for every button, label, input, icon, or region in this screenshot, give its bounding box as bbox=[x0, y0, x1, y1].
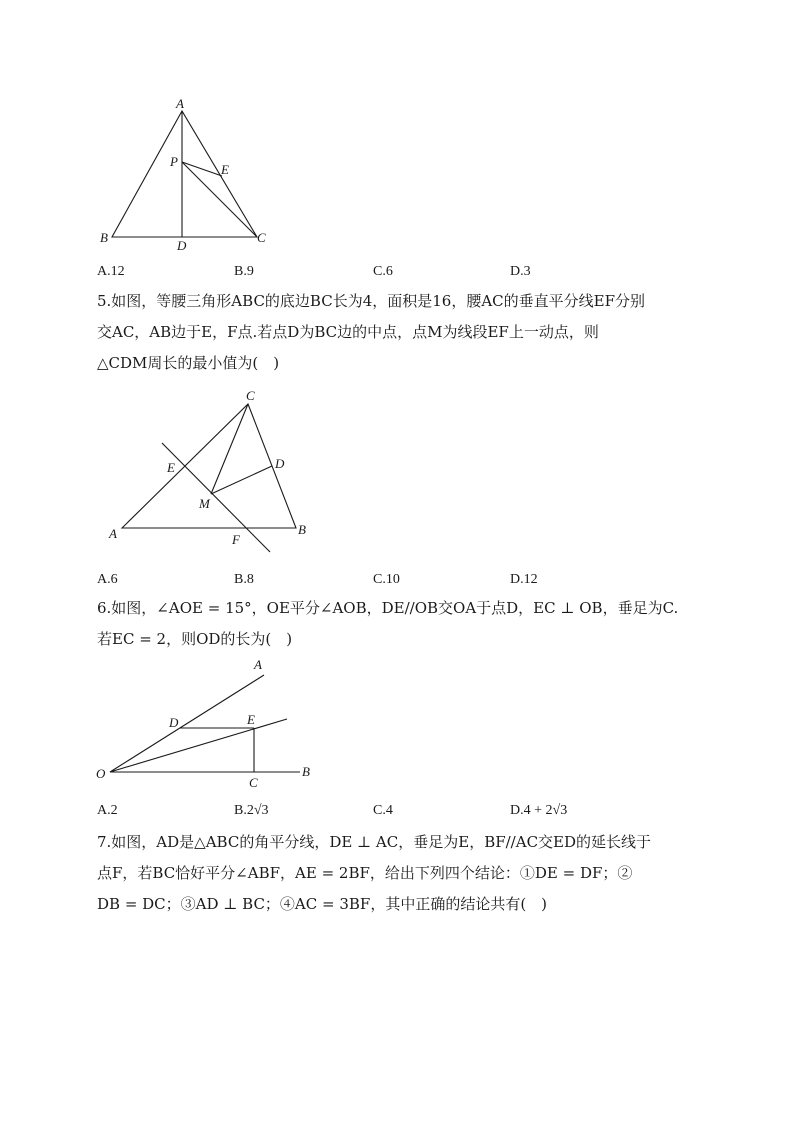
segment-cm bbox=[211, 404, 248, 494]
q6-option-b[interactable]: B.2√3 bbox=[234, 803, 269, 818]
q5-option-c[interactable]: C.10 bbox=[373, 572, 400, 587]
figure-q5 bbox=[0, 380, 794, 560]
label-b: B bbox=[100, 230, 108, 245]
q5-line-1: 5.如图，等腰三角形ABC的底边BC长为4，面积是16，腰AC的垂直平分线EF分别 bbox=[97, 292, 646, 310]
q5-line-2: 交AC，AB边于E，F点.若点D为BC边的中点，点M为线段EF上一动点，则 bbox=[97, 323, 599, 341]
label-a: A bbox=[109, 526, 117, 541]
q6-option-c[interactable]: C.4 bbox=[373, 803, 393, 818]
q7-line-3: DB = DC；③AD ⊥ BC；④AC = 3BF，其中正确的结论共有( ) bbox=[97, 895, 548, 913]
ray-oe bbox=[110, 719, 287, 772]
label-b: B bbox=[302, 764, 310, 779]
label-d: D bbox=[169, 715, 179, 730]
q7-line-2: 点F，若BC恰好平分∠ABF，AE = 2BF，给出下列四个结论：①DE = DF；② bbox=[97, 864, 633, 882]
label-f: F bbox=[232, 532, 240, 547]
q4-option-a[interactable]: A.12 bbox=[97, 264, 125, 279]
q5-line-3: △CDM周长的最小值为( ) bbox=[97, 354, 280, 372]
label-e: E bbox=[167, 460, 175, 475]
label-a: A bbox=[176, 96, 184, 111]
q4-option-b[interactable]: B.9 bbox=[234, 264, 254, 279]
label-e: E bbox=[247, 712, 255, 727]
label-c: C bbox=[249, 775, 258, 790]
triangle-abc bbox=[112, 111, 257, 237]
label-c: C bbox=[246, 388, 255, 403]
ray-oa bbox=[110, 675, 264, 772]
label-o: O bbox=[96, 766, 106, 781]
q5-option-d[interactable]: D.12 bbox=[510, 572, 538, 587]
figure-q6 bbox=[0, 655, 794, 795]
segment-md bbox=[211, 466, 272, 494]
label-d: D bbox=[177, 238, 187, 253]
q6-line-1: 6.如图，∠AOE = 15°，OE平分∠AOB，DE//OB交OA于点D，EC ⊥ OB，垂足为C. bbox=[97, 599, 679, 617]
label-a: A bbox=[254, 657, 262, 672]
q6-option-d[interactable]: D.4 + 2√3 bbox=[510, 803, 568, 818]
q5-option-b[interactable]: B.8 bbox=[234, 572, 254, 587]
label-b: B bbox=[298, 522, 306, 537]
q4-option-c[interactable]: C.6 bbox=[373, 264, 393, 279]
q5-option-a[interactable]: A.6 bbox=[97, 572, 118, 587]
label-p: P bbox=[170, 154, 178, 169]
q7-line-1: 7.如图，AD是△ABC的角平分线，DE ⊥ AC，垂足为E，BF//AC交ED的延长线于 bbox=[97, 833, 652, 851]
label-e: E bbox=[221, 162, 229, 177]
label-d: D bbox=[275, 456, 285, 471]
label-m: M bbox=[199, 496, 210, 511]
q6-option-a[interactable]: A.2 bbox=[97, 803, 118, 818]
label-c: C bbox=[257, 230, 266, 245]
q6-line-2: 若EC = 2，则OD的长为( ) bbox=[97, 630, 293, 648]
figure-q4 bbox=[0, 0, 794, 260]
perpendicular-bisector-ef bbox=[162, 443, 270, 552]
q4-option-d[interactable]: D.3 bbox=[510, 264, 531, 279]
